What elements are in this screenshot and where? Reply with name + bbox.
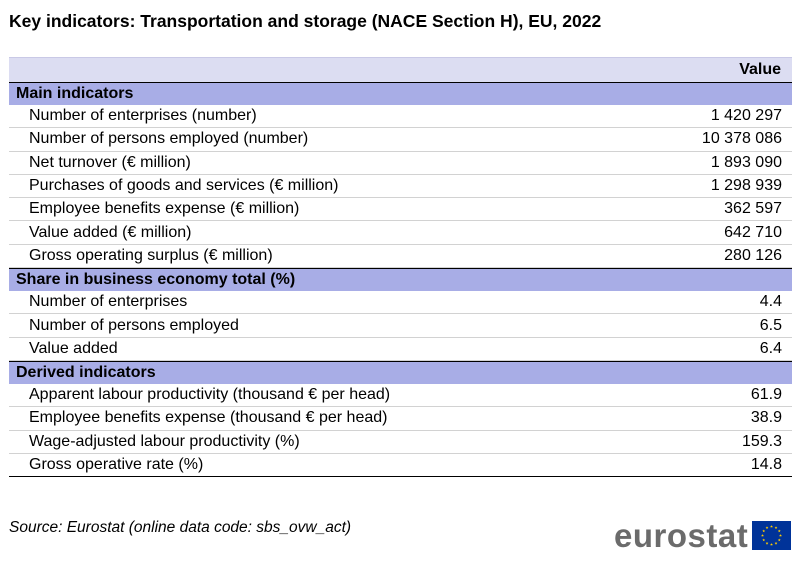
- table-row: [9, 407, 792, 430]
- table-header: [9, 57, 792, 82]
- table-row: [9, 384, 792, 407]
- table-row: [9, 198, 792, 221]
- table-row: [9, 431, 792, 454]
- row-label: Employee benefits expense (€ million): [29, 200, 300, 218]
- row-label: Gross operative rate (%): [29, 456, 204, 473]
- page-title: Key indicators: Transportation and storage (NACE Section H), EU, 2022: [9, 11, 602, 31]
- row-value: 6.4: [759, 339, 782, 357]
- section-title: Main indicators: [16, 85, 134, 102]
- row-value: 61.9: [750, 386, 782, 404]
- table-row: [9, 152, 792, 175]
- row-label: Apparent labour productivity (thousand € per head): [29, 386, 391, 404]
- row-label: Employee benefits expense (thousand € per head): [29, 409, 388, 427]
- row-value: 4.4: [759, 293, 782, 311]
- row-label: Net turnover (€ million): [29, 153, 191, 171]
- row-label: Number of enterprises (number): [29, 107, 257, 125]
- table-row: [9, 221, 792, 244]
- table-row: [9, 291, 792, 314]
- row-value: 642 710: [724, 223, 782, 241]
- row-label: Gross operating surplus (€ million): [29, 246, 273, 264]
- source-note: Source: Eurostat (online data code: sbs_ovw_act): [9, 519, 352, 536]
- row-value: 1 893 090: [710, 153, 782, 171]
- row-value: 1 420 297: [710, 107, 782, 125]
- row-value: 280 126: [724, 246, 782, 264]
- table-row: [9, 338, 792, 361]
- table-row: [9, 175, 792, 198]
- row-label: Value added: [29, 339, 118, 357]
- table-row: [9, 245, 792, 268]
- table-row: [9, 314, 792, 337]
- row-label: Number of enterprises: [29, 293, 188, 311]
- row-label: Wage-adjusted labour productivity (%): [29, 432, 300, 450]
- row-value: 14.8: [750, 456, 782, 473]
- section-title: Share in business economy total (%): [16, 271, 296, 289]
- section-header: [9, 361, 792, 384]
- table-row: [9, 105, 792, 128]
- row-value: 159.3: [741, 432, 782, 450]
- value-column-header: Value: [739, 61, 781, 78]
- section-header: [9, 268, 792, 291]
- row-value: 362 597: [724, 200, 782, 218]
- row-value: 10 378 086: [701, 130, 782, 148]
- eu-flag-icon: [752, 521, 791, 550]
- section-header: [9, 82, 792, 105]
- indicators-table: [9, 57, 792, 477]
- row-value: 1 298 939: [710, 177, 782, 195]
- logo-text: eurostat: [614, 517, 749, 554]
- row-value: 6.5: [759, 316, 782, 334]
- row-label: Number of persons employed (number): [29, 130, 309, 148]
- table-row: [9, 454, 792, 477]
- section-title: Derived indicators: [16, 363, 156, 381]
- row-label: Number of persons employed: [29, 316, 239, 334]
- row-label: Purchases of goods and services (€ million): [29, 177, 339, 195]
- row-label: Value added (€ million): [29, 223, 192, 241]
- eurostat-logo: [614, 519, 791, 552]
- row-value: 38.9: [750, 409, 782, 427]
- table-row: [9, 128, 792, 151]
